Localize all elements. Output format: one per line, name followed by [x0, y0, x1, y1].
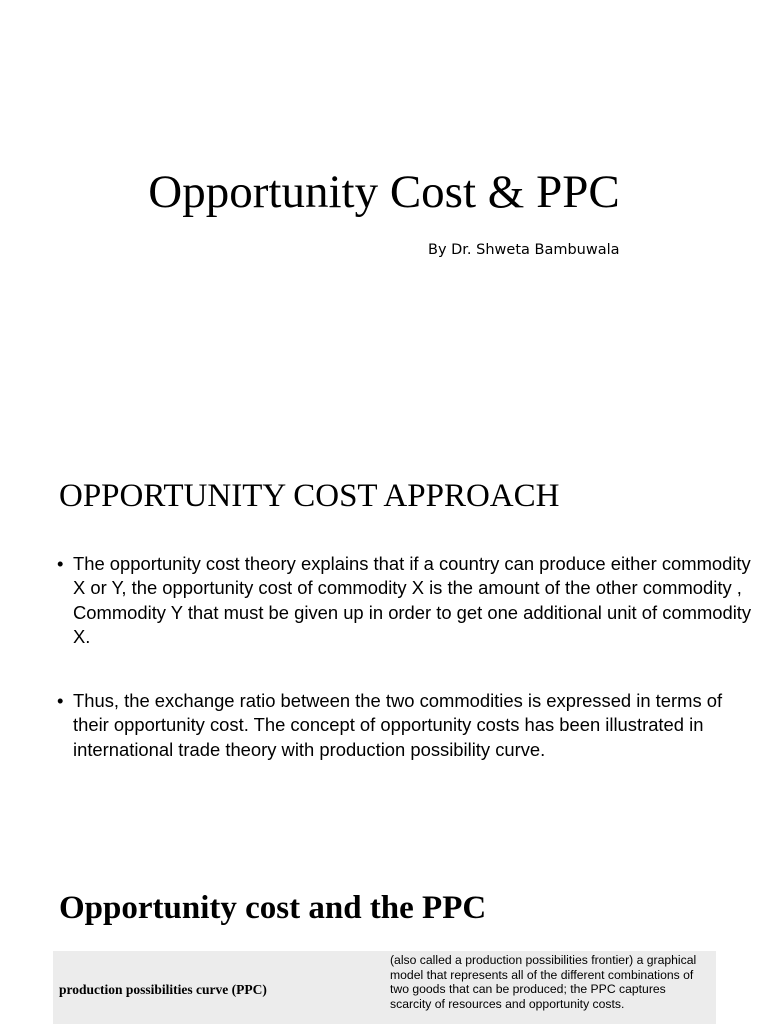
author-line: By Dr. Shweta Bambuwala — [428, 242, 620, 258]
bullet-icon: • — [57, 690, 64, 712]
slide-heading: OPPORTUNITY COST APPROACH — [59, 478, 560, 514]
definition-term: production possibilities curve (PPC) — [59, 982, 267, 997]
bullet-text: The opportunity cost theory explains that if a country can produce either commodity X or Y, the opportunity cost of commodity X is the amount of the other commodity , Commodity Y that must be given up in order to get one additional unit of commodity X. — [73, 553, 752, 647]
slide-opportunity-cost-ppc — [0, 842, 768, 1024]
bullet-list — [57, 552, 757, 762]
definition-table — [53, 951, 716, 1024]
slide-opportunity-cost-approach — [0, 432, 768, 842]
bullet-text: Thus, the exchange ratio between the two commodities is expressed in terms of their opportunity cost. The concept of opportunity costs has been illustrated in international trade theory with production possibility curve. — [73, 690, 723, 760]
bullet-icon: • — [57, 553, 64, 574]
slide-title — [0, 0, 768, 432]
definition-text: (also called a production possibilities frontier) a graphical model that represents all of the different combinations of two goods that can be produced; the PPC captures scarcity of resources and opportunity costs. — [390, 953, 697, 1011]
bullet-item — [57, 689, 757, 762]
presentation-title: Opportunity Cost & PPC — [148, 166, 620, 218]
slide-heading: Opportunity cost and the PPC — [59, 890, 487, 926]
bullet-item — [57, 552, 757, 649]
